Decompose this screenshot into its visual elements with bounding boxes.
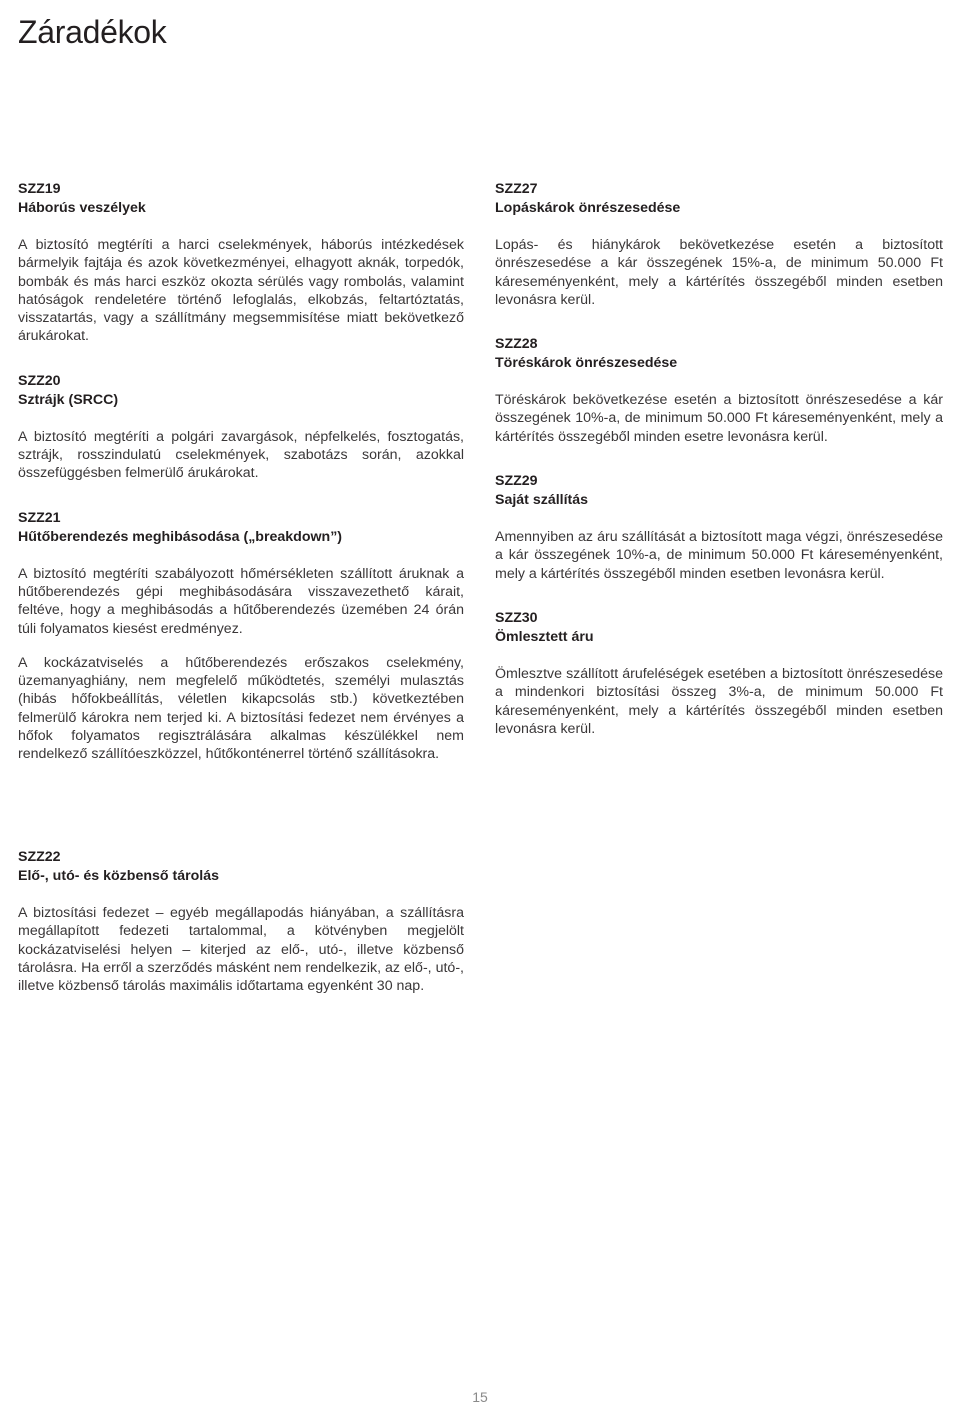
bottom-section	[18, 848, 464, 1021]
section-szz20	[18, 372, 464, 483]
page-title: Záradékok	[18, 14, 167, 50]
section-code: SZZ21	[18, 509, 61, 526]
section-title: Töréskárok önrészesedése	[495, 355, 678, 372]
section-title: Ömlesztett áru	[495, 628, 594, 645]
right-column	[495, 180, 943, 764]
section-code: SZZ22	[18, 849, 61, 865]
section-title: Saját szállítás	[495, 492, 589, 509]
section-paragraph: A biztosító megtéríti a polgári zavargások, népfelkelés, fosztogatás, sztrájk, rosszindulatú cselekmények, szabotázs során, azokkal összefüggésben felmerülő árukárokat.	[18, 428, 464, 482]
section-szz27	[495, 180, 943, 309]
section-code: SZZ27	[495, 181, 538, 197]
section-code: SZZ20	[18, 372, 61, 389]
section-paragraph: Amennyiben az áru szállítását a biztosított maga végzi, önrészesedése a kár összegének 10%-a, de minimum 50.000 Ft káreseményenként, mely a kártérítés összegéből minden esetben levonásra kerül.	[495, 529, 943, 582]
section-code: SZZ30	[495, 609, 538, 626]
section-paragraph: A biztosító megtéríti szabályozott hőmérsékleten szállított áruknak a hűtőberendezés gépi meghibásodására visszavezethető kárait, feltéve, hogy a meghibásodás a hűtőberendezés üzemében 24 órán túli folyamatos kiesést eredményez.	[18, 565, 464, 637]
left-column	[18, 180, 464, 790]
section-szz21	[18, 509, 464, 764]
section-paragraph: A kockázatviselés a hűtőberendezés erőszakos cselekmény, üzemanyaghiány, nem megfelelő működtetés, személyi mulasztás (hibás hőfokbeállítás, véletlen kikapcsolás stb.) következtében felmerülő károkra nem terjed ki. A biztosítási fedezet nem érvényes a hőfok folyamatos regisztrálására alkalmas készülékkel nem rendelkező szállítóeszközzel, hűtőkonténerrel történő szállításokra.	[18, 654, 464, 763]
section-szz28	[495, 335, 943, 446]
section-paragraph: Ömlesztve szállított árufeléségek esetében a biztosított önrészesedése a mindenkori biztosítási összeg 3%-a, de minimum 50.000 Ft káreseményenként, mely a kártérítés összegéből minden esetben levonásra kerül.	[495, 665, 943, 737]
page-number: 15	[472, 1389, 488, 1405]
section-title: Sztrájk (SRCC)	[18, 391, 119, 408]
section-szz29	[495, 472, 943, 583]
section-title: Hűtőberendezés meghibásodása („breakdown”)	[18, 528, 343, 545]
section-paragraph: A biztosítási fedezet – egyéb megállapodás hiányában, a szállításra megállapított fedezeti tartalommal, a kötvényben megjelölt kockázatviselési helyen – kiterjed az elő-, utó-, illetve közbenső tárolásra. Ha erről a szerződés másként nem rendelkezik, az elő-, utó-, illetve közbenső tárolás maximális időtartama egyenként 30 nap.	[18, 905, 464, 995]
section-paragraph: Töréskárok bekövetkezése esetén a biztosított önrészesedése a kár összegének 10%-a, de minimum 50.000 Ft káreseményenként, mely a kártérítés összegéből minden esetre levonásra kerül.	[495, 392, 943, 445]
section-title: Háborús veszélyek	[18, 200, 146, 216]
section-code: SZZ29	[495, 473, 538, 490]
section-title: Lopáskárok önrészesedése	[495, 200, 681, 216]
section-szz19	[18, 180, 464, 346]
section-paragraph: A biztosító megtéríti a harci cselekmények, háborús intézkedések bármelyik fajtája és azok következményei, elhagyott aknák, torpedók, bombák és más harci eszköz okozta sérülés vagy rombolás, valamint hatóságok rendeletére történő lefoglalás, elkobzás, feltartóztatás, visszatartás, vagy a szállítmány megsemmisítése miatt bekövetkező árukárokat.	[18, 237, 464, 345]
section-code: SZZ28	[495, 336, 538, 353]
section-code: SZZ19	[18, 181, 61, 197]
section-title: Elő-, utó- és közbenső tárolás	[18, 868, 220, 884]
section-szz22	[18, 848, 464, 995]
section-paragraph: Lopás- és hiánykárok bekövetkezése esetén a biztosított önrészesedése a kár összegének 15%-a, de minimum 50.000 Ft káreseményenként, mely a kártérítés összegéből minden esetben levonásra kerül.	[495, 237, 943, 308]
section-szz30	[495, 609, 943, 738]
